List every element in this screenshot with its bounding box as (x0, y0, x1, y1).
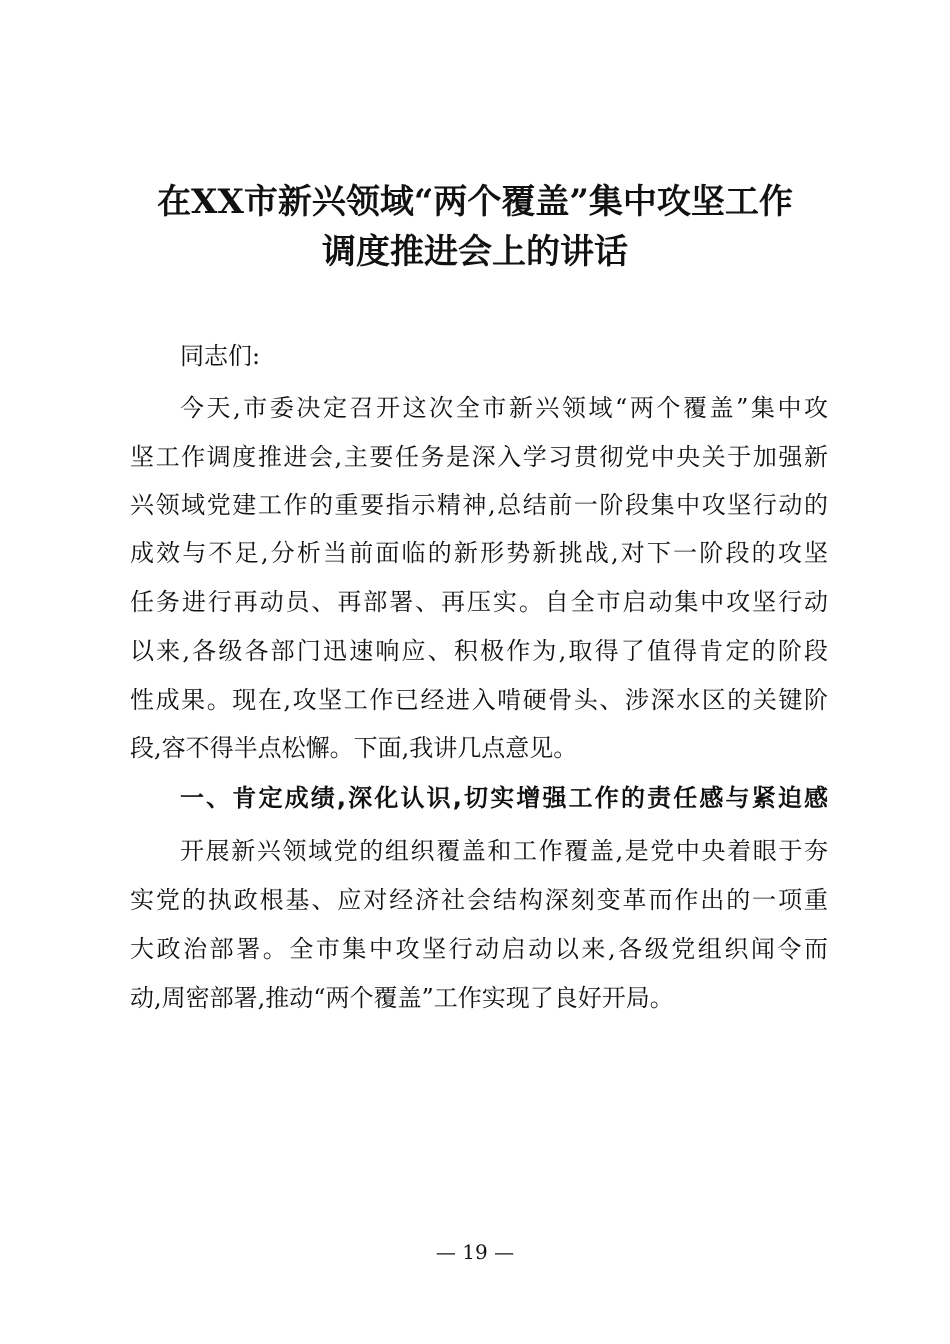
text-line: 实党的执政根基、应对经济社会结构深刻变革而作出的一项重 (130, 886, 828, 914)
text-line: 兴领域党建工作的重要指示精神,总结前一阶段集中攻坚行动的 (130, 491, 828, 519)
text-line: 性成果。现在,攻坚工作已经进入啃硬骨头、涉深水区的关键阶 (130, 686, 828, 714)
text-line: 段,容不得半点松懈。下面,我讲几点意见。 (130, 734, 578, 762)
salutation: 同志们: (180, 342, 261, 370)
section-heading: 一、肯定成绩,深化认识,切实增强工作的责任感与紧迫感 (180, 784, 828, 812)
title-line-1: 在XX市新兴领域“两个覆盖”集中攻坚工作 (157, 182, 793, 222)
text-line: 坚工作调度推进会,主要任务是深入学习贯彻党中央关于加强新 (130, 443, 828, 471)
text-line: 开展新兴领域党的组织覆盖和工作覆盖,是党中央着眼于夯 (180, 837, 828, 865)
text-line: 成效与不足,分析当前面临的新形势新挑战,对下一阶段的攻坚 (130, 539, 828, 567)
text-line: 今天,市委决定召开这次全市新兴领域“两个覆盖”集中攻 (180, 394, 828, 422)
text-line: 以来,各级各部门迅速响应、积极作为,取得了值得肯定的阶段 (130, 637, 828, 665)
text-line: 动,周密部署,推动“两个覆盖”工作实现了良好开局。 (130, 984, 674, 1012)
text-line: 大政治部署。全市集中攻坚行动启动以来,各级党组织闻令而 (130, 935, 828, 963)
title-line-2: 调度推进会上的讲话 (322, 232, 628, 272)
page-number: — 19 — (435, 1240, 515, 1264)
text-line: 任务进行再动员、再部署、再压实。自全市启动集中攻坚行动 (130, 588, 828, 616)
